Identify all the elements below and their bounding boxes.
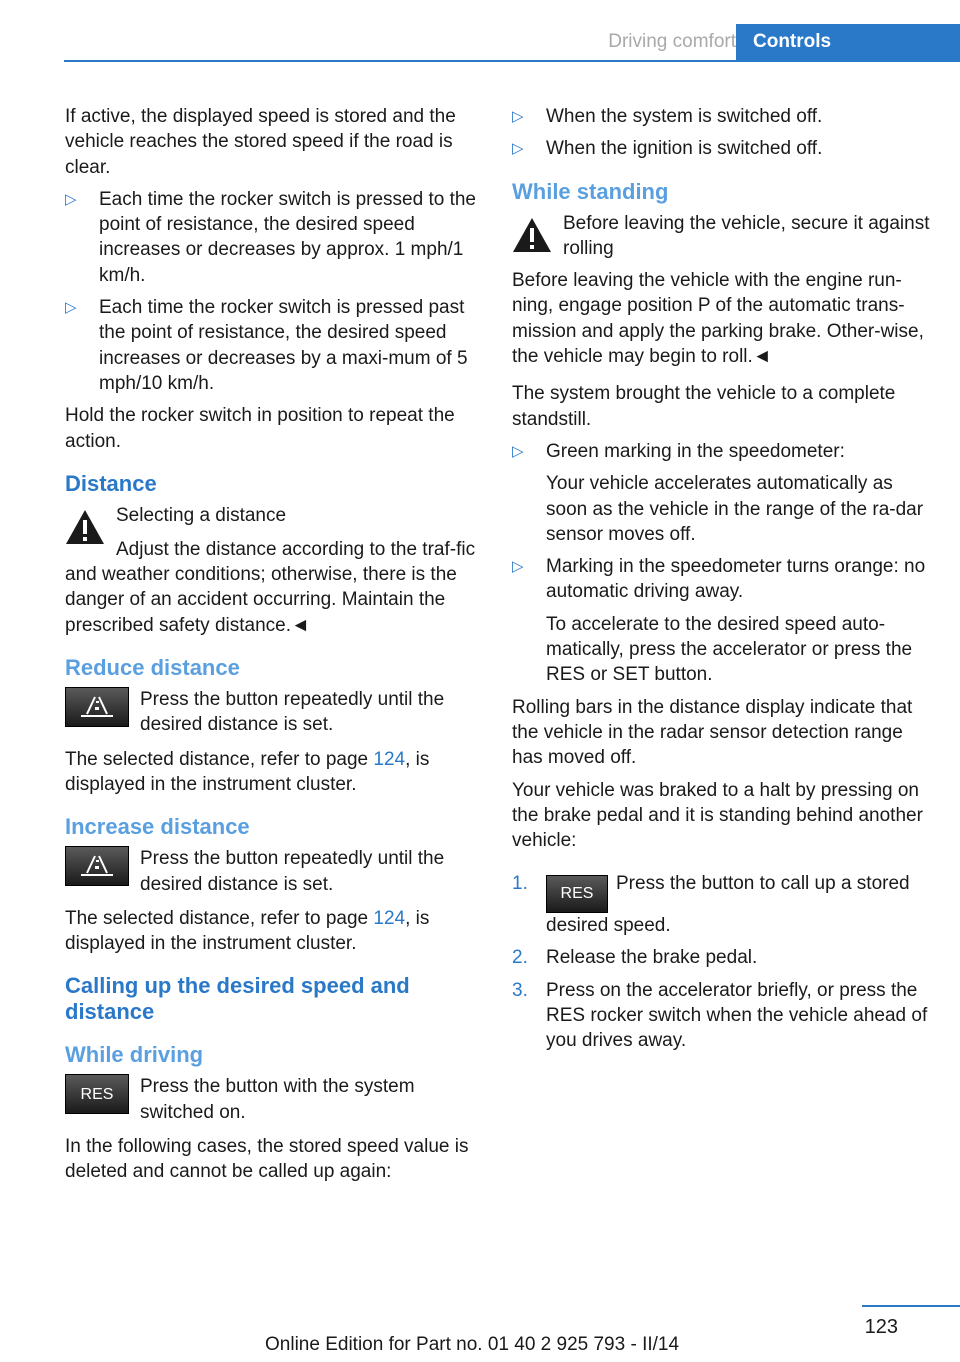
footer-rule: [862, 1305, 960, 1307]
increase-distance-heading: Increase distance: [65, 814, 250, 840]
step-item: [512, 945, 932, 970]
triangle-right-icon: ▷: [65, 299, 77, 317]
right-column: [512, 104, 932, 1061]
edition-footer: Online Edition for Part no. 01 40 2 925 793 - II/14: [265, 1334, 680, 1355]
header-chapter-tab: Controls: [736, 24, 960, 62]
calling-up-heading: Calling up the desired speed and distance: [65, 973, 410, 1025]
list-item: [512, 136, 932, 161]
deleted-paragraph: In the following cases, the stored speed value is deleted and cannot be called up again:: [65, 1136, 469, 1183]
list-item-text: Each time the rocker switch is pressed to the point of resistance, the desired speed increases or decreases by approx. 1 mph/1 km/h.: [99, 188, 476, 286]
driving-text: Press the button with the system switched on.: [140, 1076, 415, 1123]
res-button-icon: RES: [546, 875, 608, 913]
warning-title: Before leaving the vehicle, secure it against rolling: [563, 212, 930, 259]
step-text: Release the brake pedal.: [546, 947, 758, 969]
standing-warning: [512, 211, 932, 262]
list-item-text: Green marking in the speedometer:: [546, 440, 845, 462]
while-standing-heading: While standing: [512, 178, 669, 204]
hold-paragraph: Hold the rocker switch in position to repeat the action.: [65, 405, 455, 452]
increase-text: Press the button repeatedly until the desired distance is set.: [140, 848, 445, 895]
step-number: 1.: [512, 873, 528, 895]
distance-warning: [65, 503, 479, 549]
header-section-title: Driving comfort: [608, 31, 736, 52]
list-item-subtext: Your vehicle accelerates automatically as soon as the vehicle in the range of the ra-dar sensor moves off.: [546, 473, 924, 545]
reduce-distance-row: [65, 687, 479, 738]
warning-triangle-icon: [512, 217, 552, 253]
step-number: 2.: [512, 947, 528, 969]
page-link[interactable]: 124: [373, 748, 406, 770]
list-item: [65, 187, 479, 288]
list-item-text: Each time the rocker switch is pressed past the point of resistance, the desired speed increases or decreases by a maxi-mum of 5 mph/10 km/h.: [99, 297, 468, 394]
list-item: [512, 439, 932, 547]
page-link[interactable]: 124: [373, 907, 406, 929]
page-header: [64, 24, 960, 62]
triangle-right-icon: ▷: [512, 108, 524, 125]
warning-title: Selecting a distance: [116, 504, 287, 526]
step-text: Press the button to call up a stored desired speed.: [546, 873, 910, 937]
distance-increase-button-icon: [65, 846, 129, 886]
header-rule: [64, 60, 960, 62]
reduce-note: The selected distance, refer to page 124, is displayed in the instrument cluster.: [65, 748, 430, 795]
res-button-icon: RES: [65, 1074, 129, 1114]
warning-triangle-icon: [65, 509, 105, 545]
triangle-right-icon: ▷: [512, 442, 524, 460]
standstill-paragraph: The system brought the vehicle to a complete standstill.: [512, 383, 896, 430]
while-driving-row: [65, 1074, 479, 1125]
braked-paragraph: Your vehicle was braked to a halt by pressing on the brake pedal and it is standing behind another vehicle:: [512, 779, 923, 852]
triangle-right-icon: ▷: [65, 190, 77, 208]
step-text: Press on the accelerator briefly, or press the RES rocker switch when the vehicle ahead of you drives away.: [546, 979, 928, 1052]
page-number: 123: [864, 1316, 898, 1338]
increase-distance-row: [65, 846, 479, 897]
step-number: 3.: [512, 979, 528, 1001]
while-driving-heading: While driving: [65, 1042, 204, 1068]
rolling-bars-paragraph: Rolling bars in the distance display indicate that the vehicle in the radar sensor detection range has moved off.: [512, 696, 913, 769]
reduce-distance-heading: Reduce distance: [65, 655, 240, 681]
list-item-text: When the ignition is switched off.: [546, 138, 823, 160]
list-item-text: When the system is switched off.: [546, 106, 823, 127]
warning-text: Adjust the distance according to the traf-fic and weather conditions; otherwise, there is the danger of an accident occurring. Maintain the prescribed safety distance.◄: [65, 538, 476, 636]
distance-heading: Distance: [65, 470, 157, 496]
list-item: [512, 104, 932, 129]
left-column: [65, 104, 479, 1192]
step-item: [512, 871, 932, 938]
reduce-text: Press the button repeatedly until the desired distance is set.: [140, 689, 445, 736]
list-item-text: Marking in the speedometer turns orange: no automatic driving away.: [546, 556, 926, 603]
triangle-right-icon: ▷: [512, 558, 524, 576]
step-item: [512, 978, 932, 1054]
list-item: [65, 295, 479, 396]
triangle-right-icon: ▷: [512, 140, 524, 158]
warning-text: Before leaving the vehicle with the engine run-ning, engage position P of the automatic trans-mission and apply the parking brake. Other-wise, the vehicle may begin to roll.◄: [512, 270, 924, 368]
intro-paragraph: If active, the displayed speed is stored and the vehicle reaches the stored speed if the road is clear.: [65, 106, 456, 178]
list-item-subtext: To accelerate to the desired speed auto-matically, press the accelerator or press the RES or SET button.: [546, 613, 913, 686]
increase-note: The selected distance, refer to page 124, is displayed in the instrument cluster.: [65, 907, 430, 955]
list-item: [512, 554, 932, 687]
distance-reduce-button-icon: [65, 687, 129, 727]
